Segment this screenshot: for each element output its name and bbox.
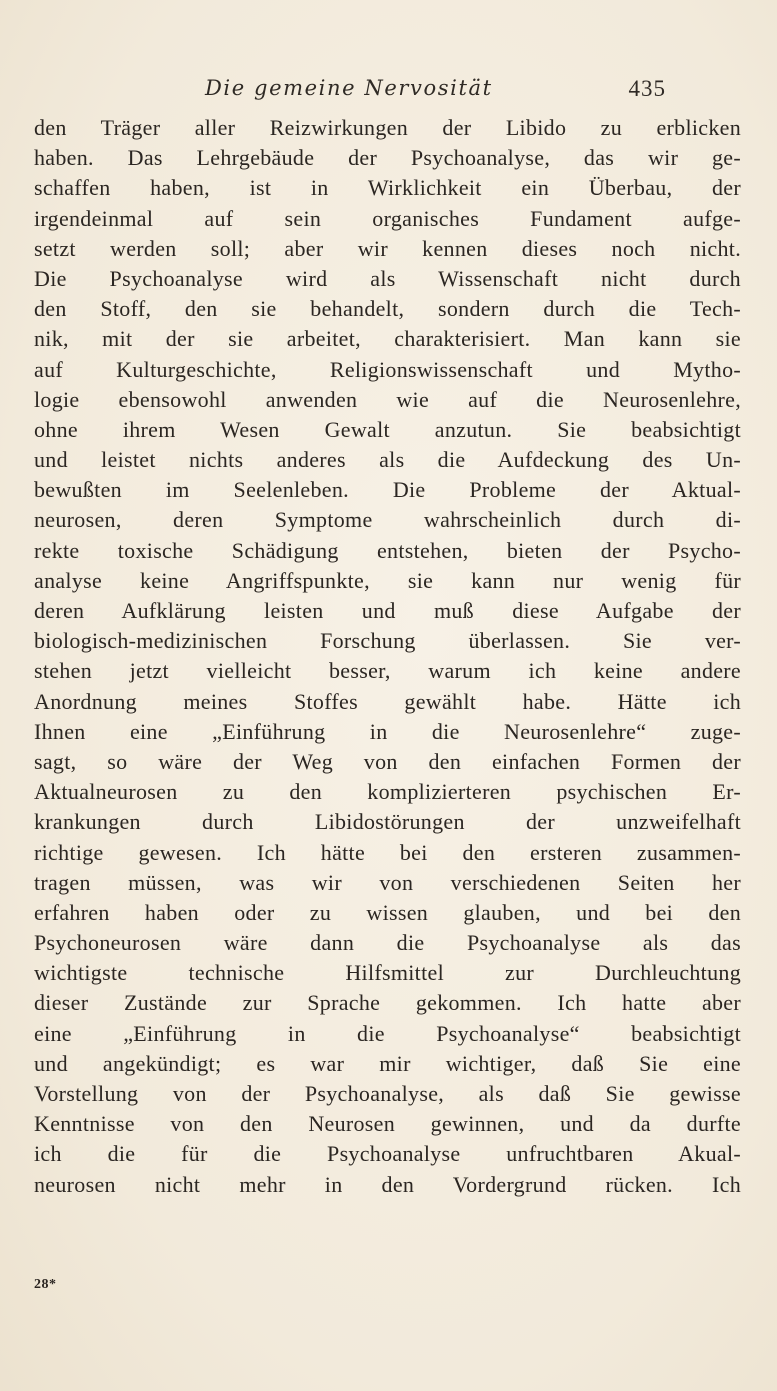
text-line: irgendeinmal auf sein organisches Fundament aufge- xyxy=(34,205,741,231)
text-line: wichtigste technische Hilfsmittel zur Durchleuchtung xyxy=(34,960,741,986)
text-line: erfahren haben oder zu wissen glauben, und bei den xyxy=(34,899,741,925)
text-line: Kenntnisse von den Neurosen gewinnen, und da durfte xyxy=(34,1111,741,1137)
text-line: tragen müssen, was wir von verschiedenen Seiten her xyxy=(34,869,741,895)
page-number: 435 xyxy=(628,76,666,101)
text-line: setzt werden soll; aber wir kennen dieses noch nicht. xyxy=(34,235,741,261)
text-line: nik, mit der sie arbeitet, charakterisiert. Man kann sie xyxy=(34,326,741,352)
text-line: Vorstellung von der Psychoanalyse, als daß Sie gewisse xyxy=(34,1081,741,1106)
text-line: krankungen durch Libidostörungen der unzweifelhaft xyxy=(34,809,741,835)
text-line: den Träger aller Reizwirkungen der Libido zu erblicken xyxy=(34,115,741,140)
body-text xyxy=(34,113,741,1200)
text-line: auf Kulturgeschichte, Religionswissenschaft und Mytho- xyxy=(34,356,741,382)
printer-signature-mark: 28* xyxy=(34,1277,57,1292)
text-line: neurosen nicht mehr in den Vordergrund rücken. Ich xyxy=(34,1171,741,1197)
text-line: Psychoneurosen wäre dann die Psychoanalyse als das xyxy=(34,930,741,956)
text-line: richtige gewesen. Ich hätte bei den ersteren zusammen- xyxy=(34,839,741,865)
text-line: und angekündigt; es war mir wichtiger, daß Sie eine xyxy=(34,1050,741,1076)
text-line: ich die für die Psychoanalyse unfruchtbaren Akual- xyxy=(34,1141,741,1167)
text-line: rekte toxische Schädigung entstehen, bieten der Psycho- xyxy=(34,537,741,563)
text-line: eine „Einführung in die Psychoanalyse“ beabsichtigt xyxy=(34,1020,741,1046)
text-line: Anordnung meines Stoffes gewählt habe. Hätte ich xyxy=(34,688,741,714)
running-title: Die gemeine Nervosität xyxy=(205,76,493,100)
text-line: biologisch-medizinischen Forschung überlassen. Sie ver- xyxy=(34,628,741,654)
text-line: und leistet nichts anderes als die Aufdeckung des Un- xyxy=(34,447,741,473)
text-line: schaffen haben, ist in Wirklichkeit ein Überbau, der xyxy=(34,175,741,201)
text-line: Aktualneurosen zu den komplizierteren psychischen Er- xyxy=(34,779,741,805)
text-line: deren Aufklärung leisten und muß diese Aufgabe der xyxy=(34,598,741,623)
text-line: den Stoff, den sie behandelt, sondern durch die Tech- xyxy=(34,296,741,322)
text-line: Die Psychoanalyse wird als Wissenschaft nicht durch xyxy=(34,265,741,291)
text-line: stehen jetzt vielleicht besser, warum ich keine andere xyxy=(34,658,741,684)
text-line: sagt, so wäre der Weg von den einfachen Formen der xyxy=(34,748,741,774)
text-line: logie ebensowohl anwenden wie auf die Neurosenlehre, xyxy=(34,386,741,412)
text-line: haben. Das Lehrgebäude der Psychoanalyse, das wir ge- xyxy=(34,145,741,171)
text-line: dieser Zustände zur Sprache gekommen. Ich hatte aber xyxy=(34,990,741,1016)
text-line: bewußten im Seelenleben. Die Probleme der Aktual- xyxy=(34,477,741,503)
text-line: analyse keine Angriffspunkte, sie kann nur wenig für xyxy=(34,567,741,593)
text-line: ohne ihrem Wesen Gewalt anzutun. Sie beabsichtigt xyxy=(34,416,741,442)
text-line: Ihnen eine „Einführung in die Neurosenlehre“ zuge- xyxy=(34,718,741,744)
running-header xyxy=(0,74,777,108)
text-line: neurosen, deren Symptome wahrscheinlich durch di- xyxy=(34,507,741,533)
